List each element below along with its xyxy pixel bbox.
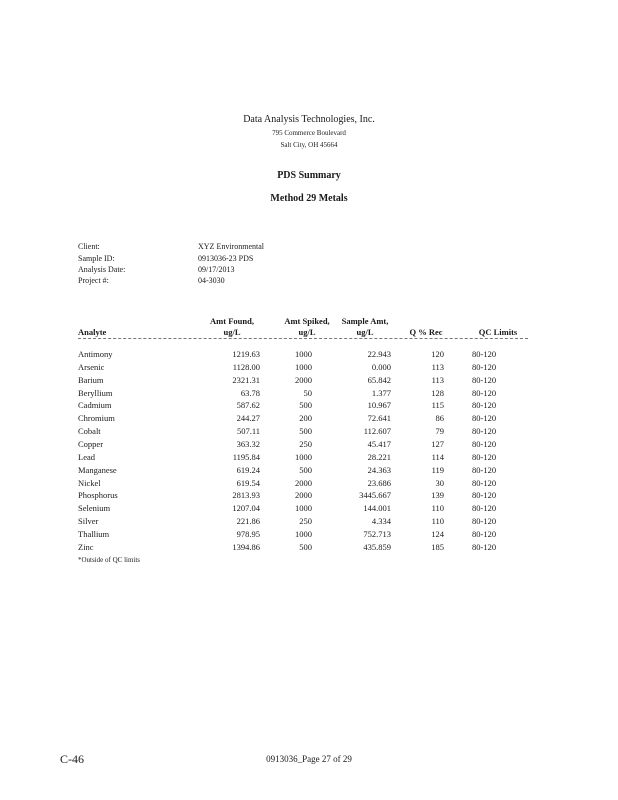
sample-amt-cell: 752.713 [363,528,391,539]
analyte-cell: Nickel [78,477,101,488]
qc-limits-cell: 80-120 [472,413,497,424]
analyte-cell: Selenium [78,503,111,514]
sample-amt-cell: 0.000 [371,361,391,372]
method-title: Method 29 Metals [270,193,348,204]
amt-spiked-cell: 2000 [295,490,312,501]
amt-spiked-cell: 50 [303,387,312,398]
analyte-cell: Beryllium [78,387,113,398]
analyte-cell: Chromium [78,413,115,424]
col-header-found-line1: Amt Found, [210,316,254,326]
col-header-sample-line2: ug/L [356,327,374,337]
qc-limits-cell: 80-120 [472,464,497,475]
amt-found-cell: 978.95 [236,528,260,539]
analyte-cell: Phosphorus [78,490,118,501]
sample-amt-cell: 1.377 [371,387,391,398]
analyte-cell: Silver [78,516,99,527]
address-line-1: 795 Commerce Boulevard [272,129,346,137]
qc-limits-cell: 80-120 [472,451,497,462]
table-row [0,478,618,491]
page-number: 0913036_Page 27 of 29 [266,754,352,764]
qc-limits-cell: 80-120 [472,426,497,437]
table-row [0,362,618,375]
qc-limits-cell: 80-120 [472,400,497,411]
col-header-sample-line1: Sample Amt, [341,316,389,326]
amt-spiked-cell: 1000 [295,451,312,462]
header-divider [78,338,528,339]
col-header-sample [333,316,397,338]
table-row [0,490,618,503]
col-header-spiked-line2: ug/L [298,327,316,337]
table-row [0,400,618,413]
percent-rec-cell: 110 [431,516,444,527]
amt-spiked-cell: 250 [299,516,312,527]
table-row [0,465,618,478]
sample-amt-cell: 435.859 [363,541,391,552]
percent-rec-cell: 79 [435,426,444,437]
amt-found-cell: 244.27 [236,413,260,424]
sample-amt-cell: 65.842 [367,374,391,385]
qc-limits-cell: 80-120 [472,503,497,514]
info-value: 09/17/2013 [198,265,235,274]
page-code: C-46 [60,752,84,766]
analyte-cell: Copper [78,438,104,449]
sample-amt-cell: 28.221 [367,451,391,462]
footnote: *Outside of QC limits [78,556,141,564]
info-label: Client: [78,242,100,251]
percent-rec-cell: 113 [431,374,444,385]
qc-limits-cell: 80-120 [472,374,497,385]
amt-spiked-cell: 1000 [295,528,312,539]
amt-found-cell: 587.62 [236,400,260,411]
amt-spiked-cell: 1000 [295,361,312,372]
percent-rec-cell: 124 [431,528,444,539]
col-header-rec: Q % Rec [409,327,443,337]
table-row [0,452,618,465]
amt-spiked-cell: 500 [299,426,312,437]
amt-found-cell: 1128.00 [232,361,260,372]
analyte-cell: Lead [78,451,95,462]
table-row [0,349,618,362]
table-row [0,426,618,439]
table-row [0,439,618,452]
amt-spiked-cell: 2000 [295,374,312,385]
amt-found-cell: 507.11 [236,426,260,437]
analyte-cell: Antimony [78,349,113,359]
qc-limits-cell: 80-120 [472,528,497,539]
percent-rec-cell: 185 [431,541,444,552]
report-title: PDS Summary [277,170,341,181]
col-header-spiked-line1: Amt Spiked, [284,316,330,326]
percent-rec-cell: 86 [435,413,444,424]
info-value: XYZ Environmental [198,242,264,251]
amt-spiked-cell: 250 [299,438,312,449]
table-row [0,503,618,516]
amt-found-cell: 1219.63 [232,349,260,359]
sample-amt-cell: 24.363 [367,464,391,475]
table-row [0,542,618,555]
address-line-2: Salt City, OH 45664 [280,141,338,149]
amt-found-cell: 1195.84 [232,451,260,462]
amt-found-cell: 619.24 [236,464,260,475]
amt-spiked-cell: 1000 [295,349,312,359]
table-row [0,388,618,401]
analyte-cell: Manganese [78,464,117,475]
sample-amt-cell: 45.417 [367,438,391,449]
sample-amt-cell: 112.607 [363,426,391,437]
qc-limits-cell: 80-120 [472,361,497,372]
percent-rec-cell: 110 [431,503,444,514]
amt-found-cell: 619.54 [236,477,260,488]
amt-found-cell: 1394.86 [232,541,260,552]
sample-amt-cell: 22.943 [367,349,391,359]
percent-rec-cell: 114 [431,451,444,462]
table-row [0,375,618,388]
analyte-cell: Cobalt [78,426,101,437]
amt-spiked-cell: 500 [299,464,312,475]
percent-rec-cell: 119 [431,464,444,475]
sample-amt-cell: 72.641 [367,413,391,424]
col-header-spiked [275,316,339,338]
sample-amt-cell: 10.967 [367,400,391,411]
percent-rec-cell: 120 [431,349,444,359]
percent-rec-cell: 128 [431,387,444,398]
analyte-cell: Barium [78,374,104,385]
percent-rec-cell: 30 [435,477,444,488]
col-header-analyte: Analyte [78,327,107,337]
qc-limits-cell: 80-120 [472,490,497,501]
amt-found-cell: 2813.93 [232,490,260,501]
analyte-cell: Cadmium [78,400,112,411]
sample-amt-cell: 144.001 [363,503,391,514]
qc-limits-cell: 80-120 [472,387,497,398]
amt-spiked-cell: 1000 [295,503,312,514]
amt-found-cell: 221.86 [236,516,260,527]
analyte-cell: Zinc [78,541,94,552]
info-label: Project #: [78,276,109,285]
amt-spiked-cell: 500 [299,541,312,552]
qc-limits-cell: 80-120 [472,516,497,527]
sample-amt-cell: 3445.667 [359,490,391,501]
amt-found-cell: 363.32 [236,438,260,449]
info-label: Analysis Date: [78,265,126,274]
company-name: Data Analysis Technologies, Inc. [243,114,375,125]
table-row [0,413,618,426]
percent-rec-cell: 115 [431,400,444,411]
amt-spiked-cell: 200 [299,413,312,424]
qc-limits-cell: 80-120 [472,541,497,552]
analyte-cell: Thallium [78,528,110,539]
info-value: 04-3030 [198,276,225,285]
sample-amt-cell: 23.686 [367,477,391,488]
info-label: Sample ID: [78,254,115,263]
amt-spiked-cell: 2000 [295,477,312,488]
info-value: 0913036-23 PDS [198,254,254,263]
qc-limits-cell: 80-120 [472,349,497,359]
qc-limits-cell: 80-120 [472,438,497,449]
table-row [0,529,618,542]
col-header-found-line2: ug/L [223,327,241,337]
table-row [0,516,618,529]
amt-found-cell: 2321.31 [232,374,260,385]
sample-amt-cell: 4.334 [371,516,391,527]
qc-limits-cell: 80-120 [472,477,497,488]
col-header-found [200,316,264,338]
amt-found-cell: 63.78 [240,387,260,398]
percent-rec-cell: 127 [431,438,444,449]
percent-rec-cell: 113 [431,361,444,372]
analyte-cell: Arsenic [78,361,105,372]
amt-found-cell: 1207.04 [232,503,260,514]
percent-rec-cell: 139 [431,490,444,501]
col-header-limits: QC Limits [478,327,518,337]
amt-spiked-cell: 500 [299,400,312,411]
